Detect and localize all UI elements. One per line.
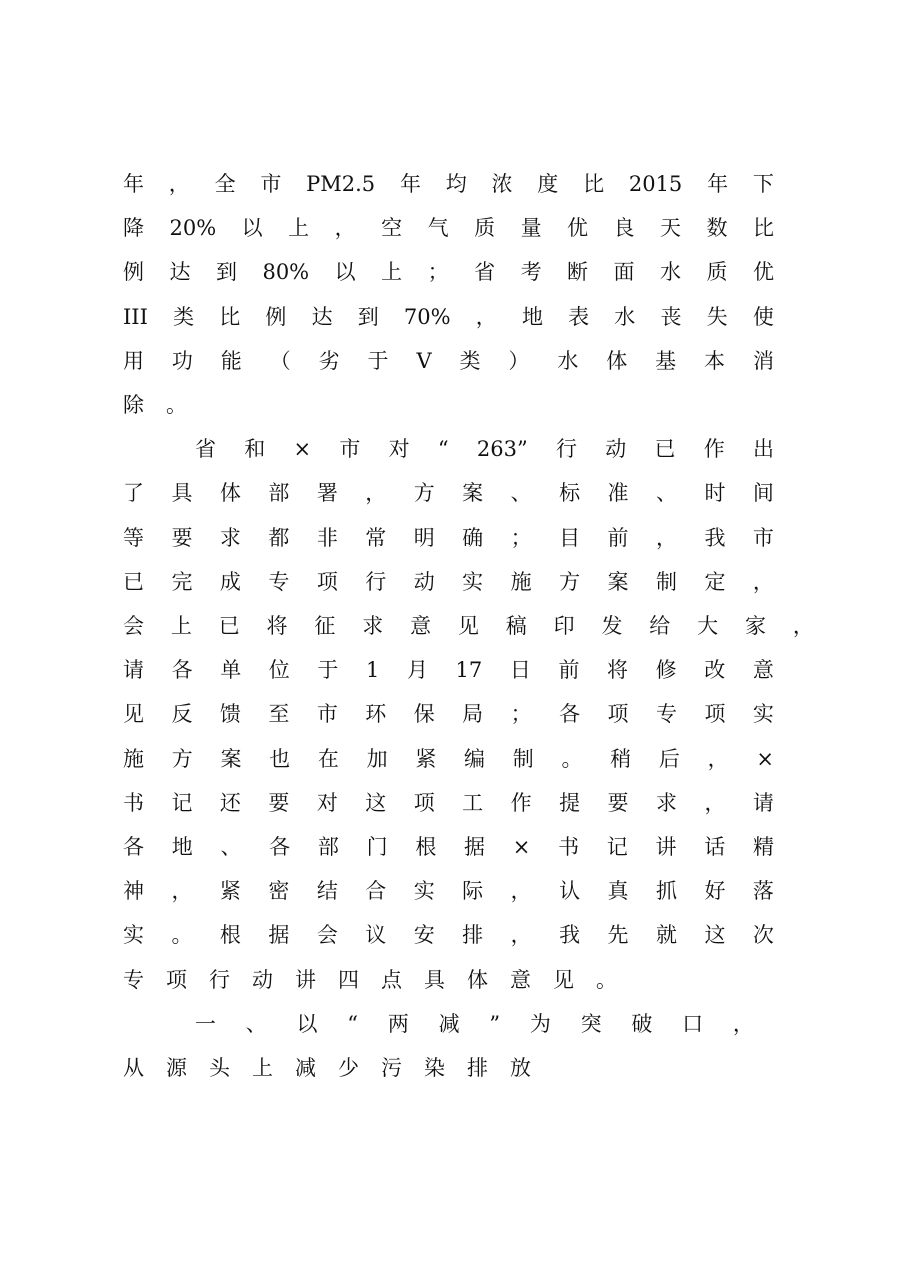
text-token: 年 (123, 172, 144, 196)
text-token: 面 (613, 260, 635, 285)
text-token: 间 (752, 481, 774, 506)
text-line (123, 965, 774, 995)
text-token: 少 (338, 1056, 359, 1080)
text-token: 给 (649, 614, 671, 638)
text-token: PM2.5 (306, 172, 376, 196)
text-token: 家 (744, 614, 766, 638)
text-token: 方 (171, 746, 193, 771)
text-line (123, 876, 774, 906)
text-token: 专 (268, 569, 290, 594)
text-token: 改 (704, 658, 726, 683)
text-token: 良 (613, 216, 635, 241)
text-token: 水 (660, 260, 682, 285)
text-token: 项 (704, 702, 726, 727)
text-token: 类 (459, 348, 481, 373)
text-token: 讲 (295, 967, 316, 992)
text-token: 了 (123, 481, 144, 506)
text-token: 作 (510, 790, 532, 815)
text-token: 排 (467, 1056, 488, 1080)
text-token: 作 (703, 437, 725, 462)
text-token: 空 (381, 216, 403, 241)
text-token: 实 (752, 702, 774, 727)
text-token: 于 (367, 348, 389, 373)
text-token: 地 (171, 835, 193, 859)
text-token: 单 (220, 658, 242, 683)
text-token: 和 (244, 437, 266, 462)
text-token: 话 (704, 835, 726, 859)
text-token: 记 (606, 835, 628, 859)
text-token: 实 (123, 923, 144, 948)
text-token: 能 (220, 348, 242, 373)
text-token: 全 (214, 172, 236, 196)
text-token: 功 (171, 348, 193, 373)
text-token: 口 (682, 1011, 704, 1036)
text-line (123, 346, 774, 376)
text-token: 反 (171, 702, 193, 727)
text-token: 均 (445, 172, 467, 196)
text-token: 落 (752, 879, 774, 904)
text-token: 丧 (660, 304, 682, 329)
text-token: 会 (123, 614, 144, 638)
text-token: 对 (388, 437, 410, 462)
text-token: 表 (568, 304, 590, 329)
text-token: 年 (399, 172, 421, 196)
text-line (123, 302, 774, 332)
text-token: 案 (462, 481, 484, 506)
text-token: 部 (268, 481, 290, 506)
text-token: 印 (553, 614, 575, 638)
text-token: 方 (413, 481, 435, 506)
text-token: 70% (403, 304, 451, 329)
text-token: 际 (462, 879, 484, 904)
text-token: 项 (316, 569, 338, 594)
text-token: 请 (123, 658, 144, 683)
text-token: 这 (704, 923, 726, 948)
text-token: 考 (520, 260, 542, 285)
text-token: 污 (381, 1056, 402, 1080)
text-token: 位 (268, 658, 290, 683)
text-token: 已 (654, 437, 676, 462)
text-token: 体 (467, 967, 488, 992)
text-token: 编 (464, 746, 486, 771)
text-token: 书 (123, 790, 144, 815)
text-token: 将 (607, 658, 629, 683)
text-token: 稿 (505, 614, 527, 638)
text-token: 到 (357, 304, 379, 329)
text-token: （ (269, 348, 291, 373)
text-token: 上 (288, 216, 310, 241)
text-token: ， (510, 879, 532, 904)
text-token: 各 (171, 658, 193, 683)
text-line (123, 920, 774, 950)
text-token: 、 (655, 481, 677, 506)
text-token: 为 (529, 1011, 551, 1036)
text-token: 上 (381, 260, 403, 285)
text-token: 类 (173, 304, 195, 329)
text-token: 市 (316, 702, 338, 727)
text-token: 已 (123, 569, 144, 594)
text-token: ， (510, 923, 532, 948)
text-token: 时 (704, 481, 726, 506)
text-token: 市 (752, 525, 774, 550)
text-token: ， (792, 614, 814, 638)
text-token: 比 (219, 304, 241, 329)
text-token: 从 (123, 1056, 144, 1080)
text-token: V (416, 348, 432, 373)
text-token: 放 (510, 1056, 531, 1080)
text-token: 水 (557, 348, 579, 373)
text-token: 部 (317, 835, 339, 859)
text-token: 消 (752, 348, 774, 373)
text-token: 源 (166, 1056, 187, 1080)
text-token: 破 (631, 1011, 653, 1036)
text-token: 劣 (318, 348, 340, 373)
text-token: 前 (607, 525, 629, 550)
text-token: 以 (334, 260, 356, 285)
text-token: 制 (512, 746, 534, 771)
text-token: 我 (559, 923, 581, 948)
text-token: 环 (365, 702, 387, 727)
text-token: 目 (559, 525, 581, 550)
text-token: 合 (365, 879, 387, 904)
text-token: 次 (752, 923, 774, 948)
text-token: 头 (209, 1056, 230, 1080)
text-token: 水 (614, 304, 636, 329)
text-token: 比 (752, 216, 774, 241)
text-token: 气 (427, 216, 449, 241)
text-token: ； (427, 260, 449, 285)
text-token: 80% (262, 260, 310, 285)
text-token: 以 (296, 1011, 318, 1036)
text-token: 体 (606, 348, 628, 373)
text-token: 。 (561, 746, 583, 771)
text-token: 于 (317, 658, 339, 683)
text-token: 17 (455, 658, 483, 683)
text-token: 。 (596, 967, 617, 992)
text-line (123, 832, 774, 862)
text-token: 具 (424, 967, 445, 992)
text-token: 意 (410, 614, 432, 638)
text-line (123, 390, 774, 420)
text-token: “ (437, 437, 449, 462)
text-line (195, 434, 774, 464)
text-line (123, 655, 774, 685)
text-token: 结 (316, 879, 338, 904)
text-token: ） (508, 348, 530, 373)
text-token: 上 (252, 1056, 273, 1080)
text-token: 标 (559, 481, 581, 506)
text-token: 将 (266, 614, 288, 638)
text-token: ， (732, 1011, 754, 1036)
text-token: 一 (195, 1011, 216, 1036)
text-line (123, 257, 774, 287)
text-token: 大 (697, 614, 719, 638)
text-token: 本 (704, 348, 726, 373)
text-token: 案 (607, 569, 629, 594)
text-token: 前 (558, 658, 580, 683)
text-token: 制 (655, 569, 677, 594)
text-token: 根 (219, 923, 241, 948)
text-token: 抓 (655, 879, 677, 904)
text-token: 点 (381, 967, 402, 992)
text-token: 都 (268, 525, 290, 550)
text-token: 这 (365, 790, 387, 815)
text-token: 提 (559, 790, 581, 815)
text-token: 例 (123, 260, 144, 285)
text-token: 日 (509, 658, 531, 683)
text-token: 门 (366, 835, 388, 859)
text-line (123, 213, 774, 243)
text-token: 、 (510, 481, 532, 506)
text-token: 例 (265, 304, 287, 329)
text-token: 实 (413, 879, 435, 904)
text-token: 市 (260, 172, 282, 196)
text-line (123, 478, 774, 508)
text-token: ， (655, 525, 677, 550)
text-token: 排 (462, 923, 484, 948)
text-token: ， (365, 481, 387, 506)
text-token: 省 (474, 260, 496, 285)
text-token: 密 (268, 879, 290, 904)
text-token: 量 (520, 216, 542, 241)
text-line (123, 1053, 774, 1083)
text-token: 要 (171, 525, 193, 550)
text-token: ， (707, 746, 729, 771)
text-token: 施 (123, 746, 144, 771)
text-token: 请 (752, 790, 774, 815)
text-token: 工 (462, 790, 484, 815)
text-token: 确 (462, 525, 484, 550)
text-token: 保 (413, 702, 435, 727)
text-token: 质 (706, 260, 728, 285)
text-token: 稍 (610, 746, 632, 771)
text-token: 行 (555, 437, 577, 462)
text-token: 案 (220, 746, 242, 771)
text-token: 已 (218, 614, 240, 638)
text-token: 见 (123, 702, 144, 727)
text-token: ， (704, 790, 726, 815)
text-token: 下 (752, 172, 774, 196)
text-token: 先 (607, 923, 629, 948)
text-token: 定 (704, 569, 726, 594)
text-token: 实 (462, 569, 484, 594)
text-token: 专 (123, 967, 144, 992)
text-token: 断 (567, 260, 589, 285)
text-token: 据 (268, 923, 290, 948)
text-token: 两 (387, 1011, 409, 1036)
text-token: 专 (655, 702, 677, 727)
text-token: 征 (314, 614, 336, 638)
text-token: 体 (219, 481, 241, 506)
text-token: 据 (464, 835, 486, 859)
text-token: ” (489, 1011, 501, 1036)
text-token: 局 (462, 702, 484, 727)
text-token: 就 (655, 923, 677, 948)
text-token: 1 (365, 658, 380, 683)
text-token: 会 (316, 923, 338, 948)
text-token: 行 (209, 967, 230, 992)
text-token: 见 (457, 614, 479, 638)
text-token: 出 (752, 437, 774, 462)
text-token: 紧 (415, 746, 437, 771)
text-token: 紧 (219, 879, 241, 904)
text-token: 天 (660, 216, 682, 241)
text-token: ， (168, 172, 190, 196)
text-token: 四 (338, 967, 359, 992)
text-token: 修 (655, 658, 677, 683)
text-token: 安 (413, 923, 435, 948)
text-token: 真 (607, 879, 629, 904)
text-token: 失 (706, 304, 728, 329)
text-token: 度 (537, 172, 559, 196)
text-token: 省 (195, 437, 216, 462)
text-token: 对 (316, 790, 338, 815)
text-line (123, 788, 774, 818)
text-token: 达 (311, 304, 333, 329)
text-token: 质 (474, 216, 496, 241)
text-token: 书 (558, 835, 580, 859)
text-token: 染 (424, 1056, 445, 1080)
text-token: 认 (559, 879, 581, 904)
text-token: ； (510, 702, 532, 727)
text-token: 各 (123, 835, 144, 859)
text-token: 以 (241, 216, 263, 241)
text-token: 优 (567, 216, 589, 241)
text-token: 议 (365, 923, 387, 948)
text-token: 求 (219, 525, 241, 550)
text-token: 署 (316, 481, 338, 506)
text-token: 地 (521, 304, 543, 329)
text-token: 好 (704, 879, 726, 904)
text-token: 我 (704, 525, 726, 550)
text-token: 浓 (491, 172, 513, 196)
text-token: 2015 (628, 172, 683, 196)
text-token: 非 (316, 525, 338, 550)
text-line (123, 611, 814, 641)
text-token: 使 (752, 304, 774, 329)
text-token: III (123, 304, 148, 329)
text-token: 用 (123, 348, 144, 373)
text-token: 精 (752, 835, 774, 859)
text-token: ， (752, 569, 774, 594)
text-token: 市 (339, 437, 361, 462)
text-token: 月 (406, 658, 428, 683)
text-token: 。 (166, 393, 187, 417)
text-token: 讲 (655, 835, 677, 859)
text-token: 、 (220, 835, 242, 859)
text-token: 求 (362, 614, 384, 638)
text-token: 各 (559, 702, 581, 727)
text-token: 馈 (219, 702, 241, 727)
text-line (123, 523, 774, 553)
text-token: 。 (171, 923, 193, 948)
text-token: 减 (295, 1056, 316, 1080)
text-token: 动 (252, 967, 273, 992)
text-token: 方 (559, 569, 581, 594)
text-token: 常 (365, 525, 387, 550)
text-token: ， (475, 304, 497, 329)
text-token: 记 (171, 790, 193, 815)
text-token: 根 (415, 835, 437, 859)
text-token: 要 (607, 790, 629, 815)
text-token: 、 (245, 1011, 267, 1036)
text-token: 还 (219, 790, 241, 815)
text-line (123, 699, 774, 729)
text-line (195, 1009, 754, 1039)
text-token: 等 (123, 525, 144, 550)
text-token: 优 (752, 260, 774, 285)
text-token: 降 (123, 216, 144, 241)
text-token: 除 (123, 393, 144, 417)
text-token: × (293, 437, 312, 462)
text-token: 明 (413, 525, 435, 550)
text-token: 动 (605, 437, 627, 462)
text-token: 发 (601, 614, 623, 638)
text-token: 基 (655, 348, 677, 373)
text-token: 也 (269, 746, 291, 771)
text-token: 达 (169, 260, 191, 285)
text-token: 动 (413, 569, 435, 594)
text-token: 求 (655, 790, 677, 815)
text-token: 施 (510, 569, 532, 594)
text-token: 意 (752, 658, 774, 683)
text-line (123, 744, 774, 774)
text-token: 至 (268, 702, 290, 727)
text-token: 准 (607, 481, 629, 506)
text-token: 比 (583, 172, 605, 196)
text-token: 减 (438, 1011, 460, 1036)
text-token: 年 (707, 172, 729, 196)
text-token: 项 (607, 702, 629, 727)
text-token: 在 (317, 746, 339, 771)
text-line (123, 169, 774, 199)
text-token: 项 (413, 790, 435, 815)
text-token: 意 (510, 967, 531, 992)
text-token: 263” (476, 437, 528, 462)
text-token: 到 (215, 260, 237, 285)
text-token: 完 (171, 569, 193, 594)
text-token: 各 (269, 835, 291, 859)
text-token: × (512, 835, 531, 859)
text-token: 突 (580, 1011, 602, 1036)
text-token: 神 (123, 879, 144, 904)
text-line (123, 567, 774, 597)
text-token: 成 (219, 569, 241, 594)
text-token: ， (171, 879, 193, 904)
text-token: 要 (268, 790, 290, 815)
text-token: “ (347, 1011, 359, 1036)
text-token: 行 (365, 569, 387, 594)
text-token: 具 (171, 481, 193, 506)
text-token: 数 (706, 216, 728, 241)
text-token: 项 (166, 967, 187, 992)
text-token: 见 (553, 967, 574, 992)
text-token: 加 (366, 746, 388, 771)
text-token: 上 (170, 614, 192, 638)
text-token: 后 (658, 746, 680, 771)
text-token: 20% (169, 216, 217, 241)
text-token: ， (334, 216, 356, 241)
text-token: ； (510, 525, 532, 550)
text-token: × (756, 746, 774, 771)
